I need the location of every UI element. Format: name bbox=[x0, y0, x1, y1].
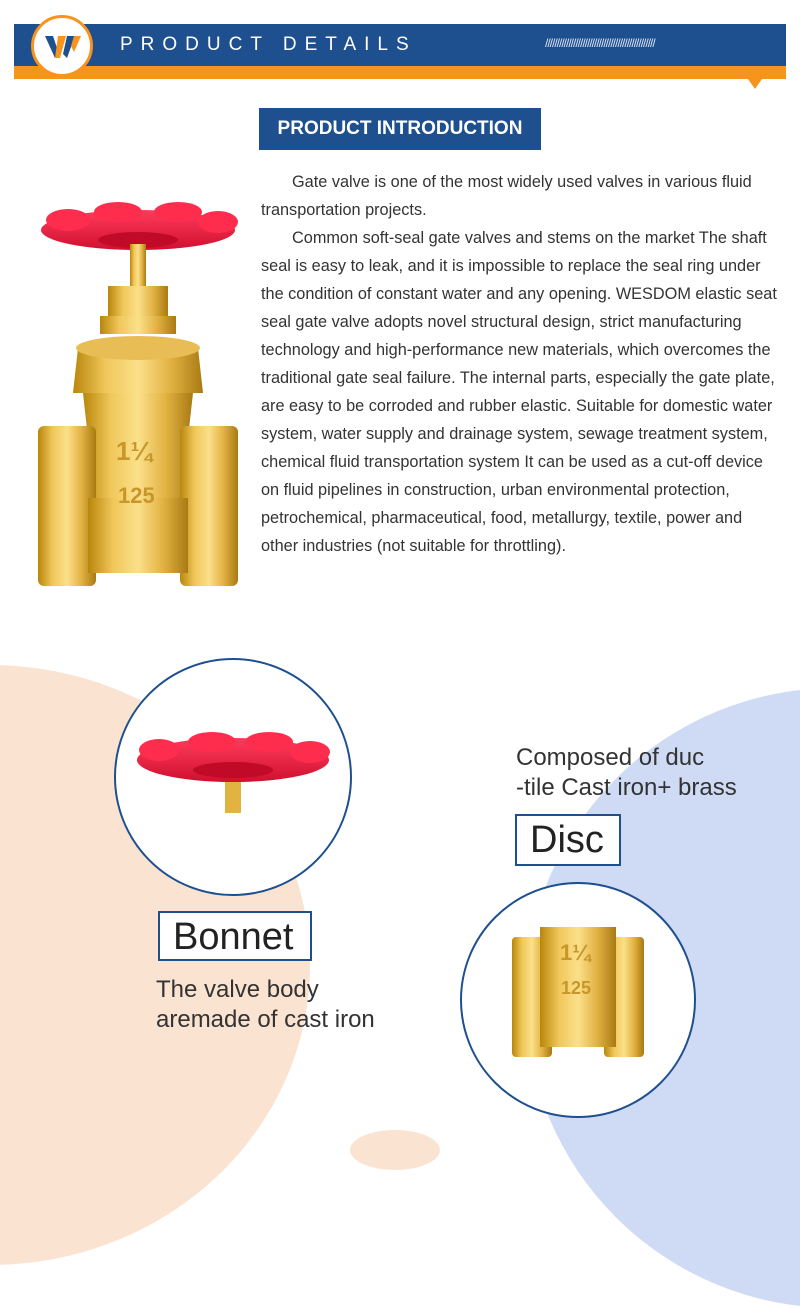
disc-pressure-marking: 125 bbox=[561, 978, 592, 998]
bonnet-caption bbox=[156, 975, 375, 1035]
bonnet-caption-line-2: aremade of cast iron bbox=[156, 1006, 375, 1033]
valve-body-image bbox=[460, 882, 696, 1118]
gate-valve-image bbox=[38, 198, 243, 588]
disc-caption bbox=[516, 743, 737, 803]
product-description bbox=[261, 168, 781, 560]
header-decoration: /////////////////////////////////////////////// bbox=[545, 36, 655, 50]
disc-caption-line-1: Composed of duc bbox=[516, 744, 705, 771]
bonnet-image-circle bbox=[114, 658, 352, 896]
disc-label: Disc bbox=[515, 814, 621, 866]
brand-logo bbox=[31, 15, 93, 77]
header-notch bbox=[748, 79, 762, 89]
bonnet-label: Bonnet bbox=[158, 911, 312, 961]
peach-background-shape-small bbox=[350, 1130, 440, 1170]
section-heading: PRODUCT INTRODUCTION bbox=[259, 108, 541, 150]
header-accent-stripe bbox=[14, 66, 786, 79]
description-paragraph-1: Gate valve is one of the most widely used valves in various fluid transportation projects. bbox=[261, 173, 752, 219]
header-title: PRODUCT DETAILS bbox=[120, 34, 417, 55]
valve-pressure-marking: 125 bbox=[118, 483, 155, 508]
description-paragraph-2: Common soft-seal gate valves and stems on the market The shaft seal is easy to leak, and it is impossible to replace the seal ring under the condition of constant water and any opening. WESDOM elastic seat seal gate valve adopts novel structural design, strict manufacturing technology and high-performance new materials, which overcomes the traditional gate seal failure. The internal parts, especially the gate plate, are easy to be corroded and rubber elastic. Suitable for domestic water system, water supply and drainage system, sewage treatment system, chemical fluid transportation system It can be used as a cut-off device on fluid pipelines in construction, urban environmental protection, petrochemical, pharmaceutical, food, metallurgy, textile, power and other industries (not suitable for throttling). bbox=[261, 229, 777, 555]
valve-size-marking: 1¼ bbox=[116, 436, 153, 466]
handwheel-image bbox=[114, 658, 352, 896]
disc-caption-line-2: -tile Cast iron+ brass bbox=[516, 774, 737, 801]
disc-size-marking: 1¼ bbox=[560, 940, 591, 965]
disc-image-circle bbox=[460, 882, 696, 1118]
bonnet-caption-line-1: The valve body bbox=[156, 976, 319, 1003]
